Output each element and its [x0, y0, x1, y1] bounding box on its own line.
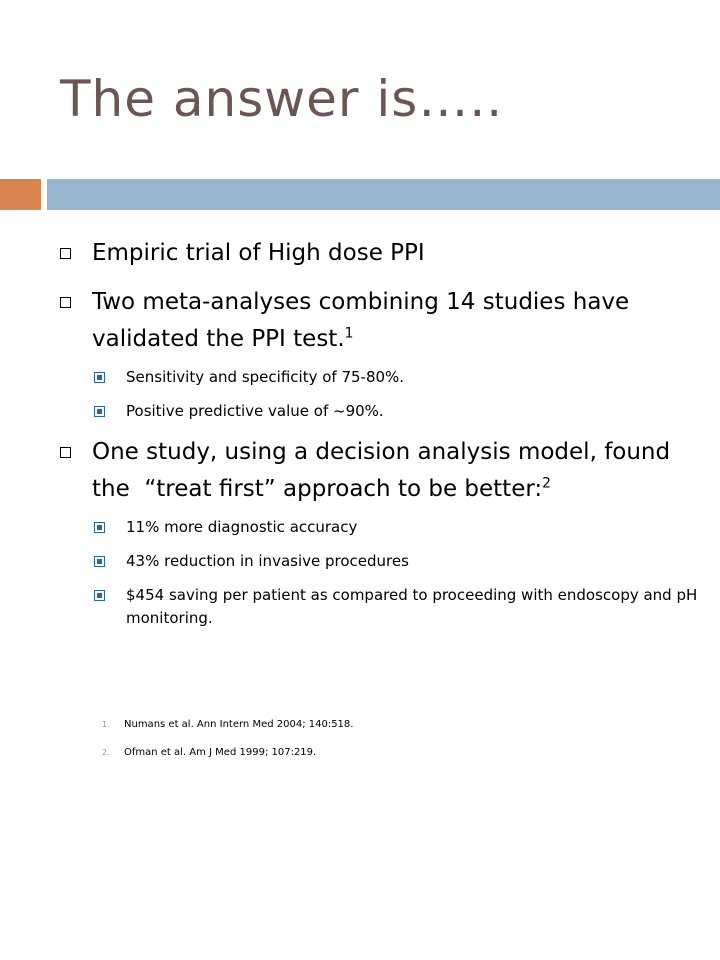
citation-marker: 1: [344, 325, 354, 342]
square-bullet-icon: [94, 406, 105, 417]
sub-bullet-text: Positive predictive value of ~90%.: [126, 402, 384, 420]
bullet-text: One study, using a decision analysis model, found the “treat first” approach to be better:: [92, 439, 678, 502]
bullet-decision-analysis: [60, 434, 700, 508]
title-accent-bar-orange: [0, 179, 41, 210]
reference-text: Numans et al. Ann Intern Med 2004; 140:518.: [124, 719, 354, 730]
hollow-square-bullet-icon: [60, 447, 71, 458]
references-list: [102, 718, 354, 774]
square-bullet-icon: [94, 590, 105, 601]
sub-bullet-accuracy: [60, 516, 700, 539]
bullet-text: Two meta-analyses combining 14 studies have validated the PPI test.: [92, 289, 630, 352]
reference-text: Ofman et al. Am J Med 1999; 107:219.: [124, 747, 317, 758]
hollow-square-bullet-icon: [60, 248, 71, 259]
sub-bullet-text: Sensitivity and specificity of 75-80%.: [126, 368, 405, 386]
slide-body: [60, 235, 700, 640]
sub-bullet-text: 43% reduction in invasive procedures: [126, 552, 409, 570]
citation-marker: 2: [542, 475, 551, 492]
bullet-meta-analyses: [60, 284, 700, 358]
bullet-text: Empiric trial of High dose PPI: [92, 240, 425, 266]
title-accent-bar-blue: [47, 179, 720, 210]
square-bullet-icon: [94, 372, 105, 383]
reference-item: [102, 746, 353, 760]
reference-number: 1.: [102, 720, 110, 729]
square-bullet-icon: [94, 556, 105, 567]
sub-bullet-sensitivity: [60, 366, 700, 389]
slide-title: The answer is…..: [60, 70, 504, 128]
bullet-empiric-trial: [60, 235, 700, 272]
reference-number: 2.: [102, 748, 110, 757]
sub-bullet-ppv: [60, 400, 700, 423]
sub-bullet-text: 11% more diagnostic accuracy: [126, 518, 358, 536]
sub-bullet-text: $454 saving per patient as compared to proceeding with endoscopy and pH monitoring.: [126, 586, 698, 627]
square-bullet-icon: [94, 522, 105, 533]
sub-bullet-reduction: [60, 550, 700, 573]
sub-bullet-saving: [60, 584, 700, 630]
reference-item: [102, 718, 354, 732]
hollow-square-bullet-icon: [60, 297, 71, 308]
